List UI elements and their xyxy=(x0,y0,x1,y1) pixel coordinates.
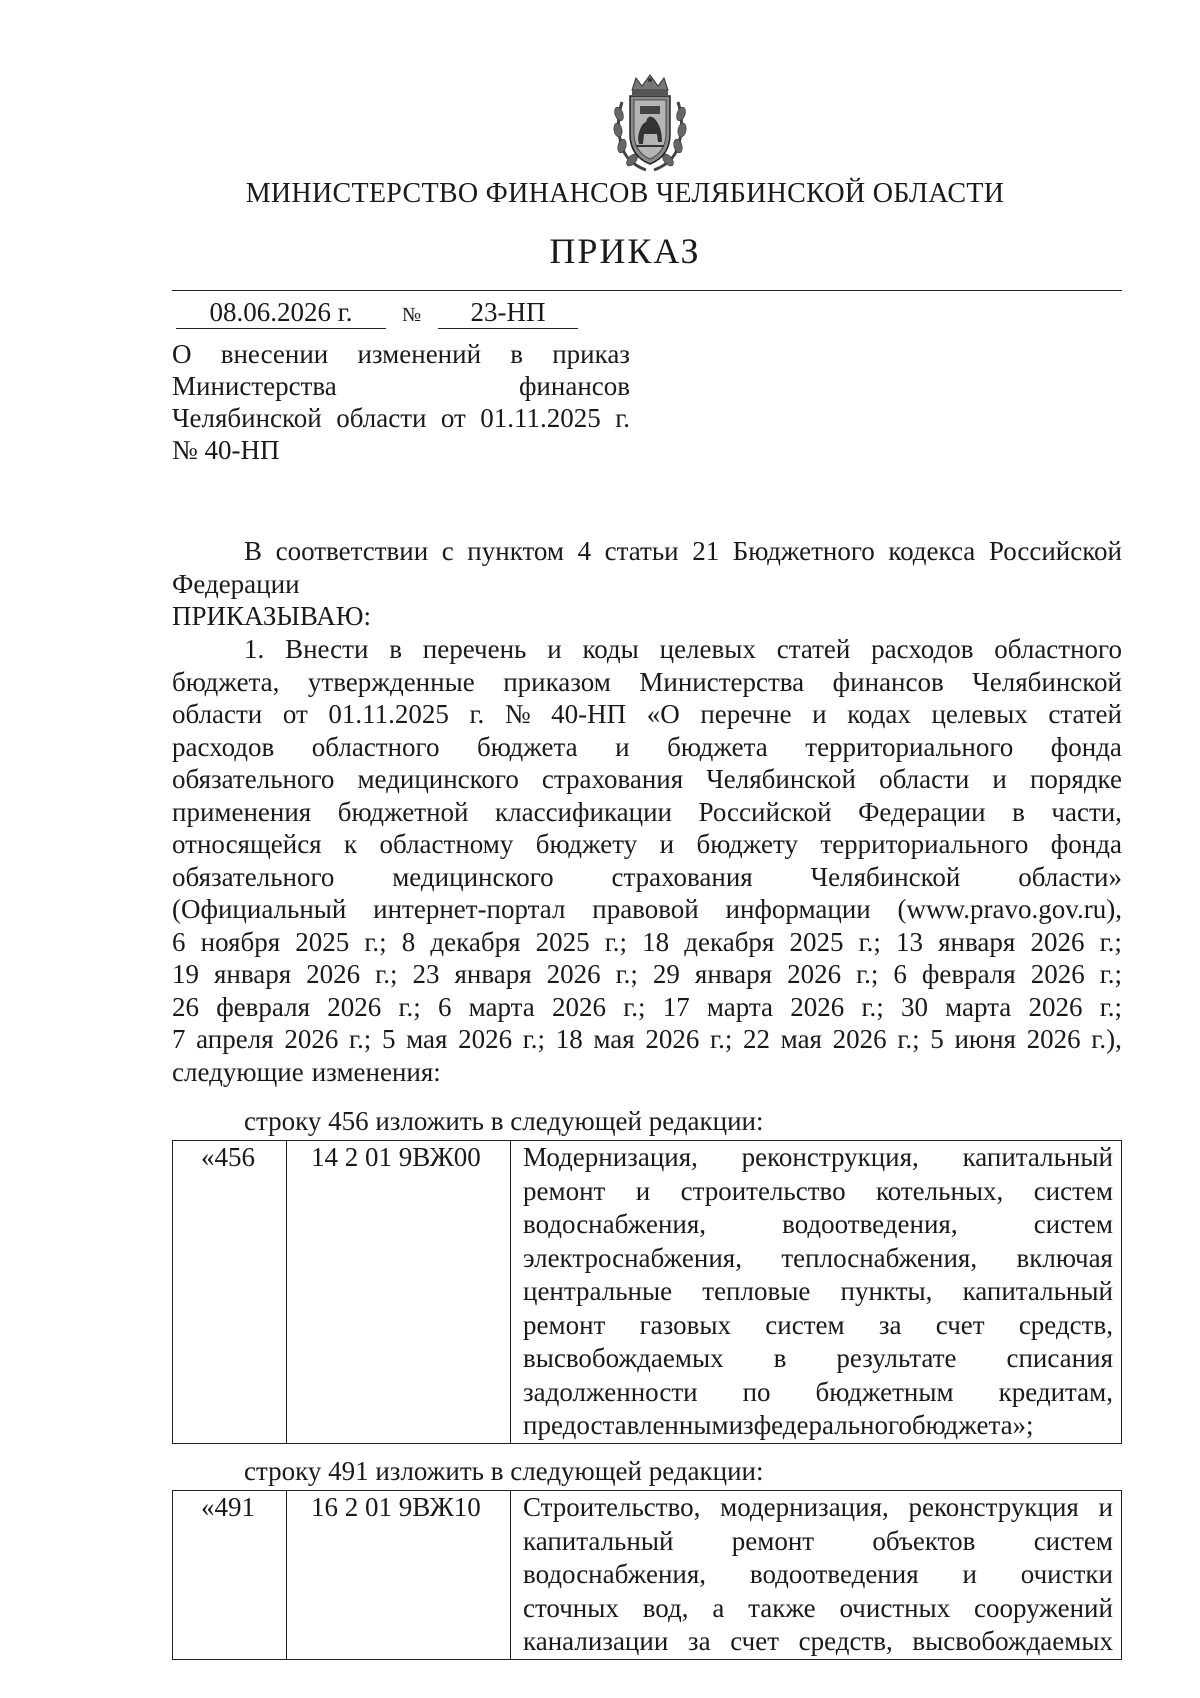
word: фонда xyxy=(1050,731,1122,762)
description-line xyxy=(523,1275,1113,1309)
word: г.; xyxy=(1099,926,1122,957)
word: марта xyxy=(468,991,535,1022)
word: строительство xyxy=(680,1175,846,1206)
word: медицинского xyxy=(357,764,519,794)
word: бюджета xyxy=(667,731,768,762)
word: систем xyxy=(1033,1175,1113,1206)
word: г.; xyxy=(861,991,884,1022)
preamble xyxy=(172,535,1122,600)
word: № xyxy=(504,699,531,729)
word: и xyxy=(992,764,1007,794)
subject-word: № 40-НП xyxy=(172,435,280,465)
coat-of-arms-icon xyxy=(610,72,690,174)
word: вод, xyxy=(642,1592,689,1623)
word: «О xyxy=(646,699,680,729)
word: г.; xyxy=(1099,991,1122,1022)
word: 29 xyxy=(652,959,680,989)
word: очистки xyxy=(1020,1559,1113,1589)
word: объектов xyxy=(872,1525,976,1556)
subject-word: от xyxy=(440,403,466,433)
word: мая xyxy=(780,1024,822,1054)
word: статей xyxy=(776,634,851,664)
word: г.; xyxy=(604,926,628,957)
word: ремонт xyxy=(523,1175,606,1206)
description-line xyxy=(523,1558,1113,1592)
word: правовой xyxy=(592,894,699,924)
row-491-label: строку 491 изложить в следующей редакции: xyxy=(244,1456,764,1486)
word: страхования xyxy=(611,861,753,892)
word: г.; xyxy=(348,1024,372,1054)
word: 2026 xyxy=(787,959,842,989)
word: финансов xyxy=(832,666,944,697)
description-line xyxy=(523,1309,1113,1343)
word: 2025 xyxy=(295,926,350,957)
description-line xyxy=(523,1175,1113,1209)
word: части, xyxy=(1051,796,1122,827)
word: с xyxy=(441,536,454,566)
subject-word: О xyxy=(172,339,192,369)
word: расходов xyxy=(172,731,275,762)
word: Министерства xyxy=(639,666,805,697)
document-type-title: ПРИКАЗ xyxy=(549,231,701,271)
subject-word: Министерства xyxy=(172,371,337,401)
word: (www.pravo.gov.ru), xyxy=(897,894,1122,924)
word: статей xyxy=(1048,699,1122,729)
table-row xyxy=(173,1491,1122,1660)
preamble-line xyxy=(172,535,1122,568)
word: 26 xyxy=(172,991,199,1022)
word: 13 xyxy=(896,926,924,957)
word: также xyxy=(748,1592,816,1623)
subject-word: изменений xyxy=(357,339,482,369)
word: апреля xyxy=(196,1024,274,1054)
word: г.; xyxy=(897,1024,920,1054)
word: области xyxy=(172,699,263,729)
word: г.; xyxy=(364,926,387,957)
word: центральные xyxy=(523,1276,673,1306)
word: бюджету xyxy=(696,829,798,859)
word: страхования xyxy=(541,764,684,794)
word: 18 xyxy=(642,926,670,957)
word: 1. xyxy=(244,634,265,664)
word: и xyxy=(547,634,562,664)
ministry-name: МИНИСТЕРСТВО ФИНАНСОВ ЧЕЛЯБИНСКОЙ ОБЛАСТИ xyxy=(245,178,1005,209)
word: 21 xyxy=(692,536,720,566)
word: фонда xyxy=(1050,829,1122,859)
word: от xyxy=(282,699,308,729)
word: включая xyxy=(1016,1242,1113,1273)
subject-line xyxy=(172,434,630,466)
word: капитальный xyxy=(523,1525,674,1556)
word: капитальный xyxy=(962,1142,1113,1172)
word: пунктом xyxy=(467,536,564,566)
word: 18 xyxy=(555,1024,583,1054)
word: февраля xyxy=(216,991,311,1022)
word: 2026 xyxy=(552,991,606,1022)
word: статьи xyxy=(604,536,679,566)
word: Федерации xyxy=(172,568,300,599)
item-1-line xyxy=(172,698,1122,731)
word: 01.11.2025 xyxy=(328,699,449,729)
word: применения xyxy=(172,796,312,827)
word: информации xyxy=(725,894,871,924)
word: реконструкция, xyxy=(741,1142,919,1172)
word: электроснабжения, xyxy=(523,1242,742,1273)
description-cell xyxy=(511,1141,1122,1444)
target-code-cell: 14 2 01 9ВЖ00 xyxy=(287,1141,511,1444)
word: 2026 xyxy=(645,1024,700,1054)
word: утвержденные xyxy=(307,666,475,697)
word: Челябинской xyxy=(972,666,1122,697)
word: канализации xyxy=(523,1626,669,1656)
word: бюджета, xyxy=(172,666,280,697)
word: В xyxy=(244,536,263,566)
subject-line xyxy=(172,402,630,434)
word: систем xyxy=(1033,1209,1113,1239)
word: Бюджетного xyxy=(732,536,875,566)
word: очистных xyxy=(839,1592,951,1623)
word: медицинского xyxy=(392,861,554,892)
word: из xyxy=(728,1410,754,1440)
item-1-line xyxy=(172,666,1122,699)
word: 8 xyxy=(401,926,416,957)
word: июня xyxy=(954,1024,1016,1054)
word: и xyxy=(635,1175,651,1206)
word: в xyxy=(1012,796,1025,827)
word: средств, xyxy=(798,1626,893,1656)
word: февраля xyxy=(921,959,1016,989)
description-line xyxy=(523,1376,1113,1410)
word: 2026 xyxy=(790,991,845,1022)
word: реконструкция xyxy=(908,1492,1079,1522)
word: систем xyxy=(1033,1525,1113,1556)
word: мая xyxy=(406,1024,448,1054)
word: бюджетной xyxy=(337,796,469,827)
word: г.; xyxy=(710,1024,733,1054)
word: коды xyxy=(582,634,639,664)
word: области» xyxy=(1018,861,1122,892)
word: 5 xyxy=(381,1024,396,1054)
word: и xyxy=(1098,1492,1113,1522)
word: 22 xyxy=(743,1024,770,1054)
word: 7 xyxy=(172,1024,186,1054)
word: модернизация, xyxy=(720,1492,889,1522)
word: 2025 xyxy=(789,926,844,957)
word: января xyxy=(938,926,1016,957)
word: в xyxy=(773,1343,787,1373)
subject-word: приказ xyxy=(552,339,630,369)
word: 2026 xyxy=(1030,926,1085,957)
word: января xyxy=(694,959,773,989)
subject-line xyxy=(172,338,630,370)
subject-word: Челябинской xyxy=(172,403,322,433)
item-1-line xyxy=(172,796,1122,829)
word: средств, xyxy=(1018,1309,1113,1340)
word: областного xyxy=(311,731,440,762)
word: 23 xyxy=(412,959,440,989)
word: 6 xyxy=(437,991,452,1022)
description-line xyxy=(523,1625,1113,1659)
word: 4 xyxy=(577,536,592,566)
word: высвобождаемых xyxy=(523,1343,724,1373)
description-line xyxy=(523,1491,1113,1525)
word: г.; xyxy=(522,1024,546,1054)
word: классификации xyxy=(495,796,672,827)
word: 2026 xyxy=(306,959,361,989)
word: водоснабжения, xyxy=(523,1559,707,1589)
word: к xyxy=(344,829,358,859)
word: по xyxy=(742,1376,771,1407)
word: Внести xyxy=(285,634,369,664)
word: 5 xyxy=(930,1024,944,1054)
item-1-line xyxy=(172,828,1122,861)
word: в xyxy=(389,634,402,664)
order-number: 23-НП xyxy=(438,296,578,329)
word: ноября xyxy=(200,926,281,957)
word: кодекса xyxy=(888,536,976,566)
word: 2025 xyxy=(535,926,590,957)
word: и xyxy=(812,699,827,729)
word: г. xyxy=(469,699,485,729)
item-1-line xyxy=(172,1023,1122,1056)
word: г.; xyxy=(398,991,421,1022)
number-sign: № xyxy=(402,304,422,326)
row-number-cell: «491 xyxy=(173,1491,287,1660)
word: Строительство, xyxy=(523,1492,701,1522)
word: газовых xyxy=(639,1309,732,1340)
word: января xyxy=(214,959,292,989)
word: расходов xyxy=(871,634,974,664)
word: 2026 xyxy=(1028,991,1083,1022)
word: счет xyxy=(730,1626,780,1656)
item-1-line xyxy=(172,861,1122,894)
target-code-cell: 16 2 01 9ВЖ10 xyxy=(287,1491,511,1660)
word: мая xyxy=(593,1024,635,1054)
description-line xyxy=(523,1141,1113,1175)
word: декабря xyxy=(684,926,775,957)
word: Российской xyxy=(698,796,832,827)
description-line xyxy=(523,1409,1113,1443)
word: кредитам, xyxy=(998,1376,1113,1407)
subject-word: в xyxy=(510,339,523,369)
word: 40-НП xyxy=(551,699,627,729)
word: 2026 xyxy=(327,991,382,1022)
word: бюджету xyxy=(535,829,638,859)
description-line xyxy=(523,1208,1113,1242)
word: за xyxy=(687,1626,711,1656)
word: соответствии xyxy=(275,536,429,566)
preamble-line xyxy=(172,568,1122,601)
word: 6 xyxy=(172,926,186,957)
item-1-line xyxy=(172,1056,1122,1089)
word: бюджета»; xyxy=(911,1410,1034,1440)
description-line xyxy=(523,1342,1113,1376)
word: капитальный xyxy=(962,1276,1113,1306)
item-1-line xyxy=(172,763,1122,796)
word: декабря xyxy=(430,926,521,957)
word: г.; xyxy=(858,926,881,957)
word: Модернизация, xyxy=(523,1142,698,1172)
item-1-text xyxy=(172,633,1122,1088)
word: перечень xyxy=(422,634,527,664)
item-1-line xyxy=(172,633,1122,666)
subject-word: 01.11.2025 xyxy=(480,403,601,433)
word: а xyxy=(712,1592,725,1623)
word: федерального xyxy=(753,1410,912,1440)
word: марта xyxy=(945,991,1012,1022)
word: приказом xyxy=(503,666,611,697)
word: г.; xyxy=(856,959,879,989)
word: кодах xyxy=(847,699,911,729)
word: Челябинской xyxy=(810,861,961,892)
word: 2026 xyxy=(458,1024,513,1054)
word: и xyxy=(659,829,675,859)
word: области xyxy=(879,764,970,794)
word: высвобождаемых xyxy=(912,1626,1113,1656)
word: и xyxy=(615,731,630,762)
word: ремонт xyxy=(731,1525,815,1556)
word: счет xyxy=(935,1309,985,1340)
word: списания xyxy=(1006,1343,1113,1373)
item-1-line xyxy=(172,958,1122,991)
word: результате xyxy=(836,1343,957,1373)
word: целевых xyxy=(659,634,756,664)
word: порядке xyxy=(1029,764,1122,794)
subject-word: внесении xyxy=(220,339,329,369)
word: предоставленным xyxy=(523,1410,729,1440)
word: областного xyxy=(994,634,1122,664)
word: Федерации xyxy=(858,796,986,827)
word: Российской xyxy=(988,536,1122,566)
word: 17 xyxy=(662,991,690,1022)
word: водоснабжения, xyxy=(523,1209,707,1239)
word: интернет-портал xyxy=(373,894,566,924)
row-491-table xyxy=(172,1490,1122,1660)
word: г.; xyxy=(615,959,638,989)
word: водоотведения xyxy=(749,1559,919,1589)
word: областному xyxy=(379,829,514,859)
word: территориального xyxy=(820,829,1029,859)
word: котельных, xyxy=(875,1175,1004,1206)
word: 30 xyxy=(900,991,928,1022)
word: территориального xyxy=(805,731,1014,762)
word: изменения: xyxy=(311,1056,441,1087)
header-divider xyxy=(172,290,1122,291)
word: бюджетным xyxy=(815,1376,954,1407)
item-1-line xyxy=(172,926,1122,959)
word: марта xyxy=(706,991,774,1022)
description-line xyxy=(523,1592,1113,1626)
word: задолженности xyxy=(523,1376,698,1407)
word: ремонт xyxy=(523,1309,606,1340)
word: водоотведения, xyxy=(782,1209,958,1239)
word: пункты, xyxy=(840,1276,933,1306)
word: и xyxy=(962,1559,977,1589)
word: бюджета xyxy=(476,731,578,762)
word: января xyxy=(454,959,532,989)
order-subject xyxy=(172,338,630,466)
word: относящейся xyxy=(172,829,322,859)
word: тепловые xyxy=(702,1276,811,1306)
row-number-cell: «456 xyxy=(173,1141,287,1444)
word: обязательного xyxy=(172,764,335,794)
word: сточных xyxy=(523,1592,619,1623)
word: 2026 xyxy=(1026,1024,1081,1054)
word: сооружений xyxy=(974,1592,1113,1623)
word: 2026 xyxy=(1030,959,1085,989)
order-date: 08.06.2026 г. xyxy=(176,296,386,329)
word: 19 xyxy=(172,959,199,989)
word: следующие xyxy=(172,1056,304,1087)
word: (Официальный xyxy=(172,894,347,924)
orders-word: ПРИКАЗЫВАЮ: xyxy=(172,601,371,631)
description-line xyxy=(523,1242,1113,1276)
row-456-label: строку 456 изложить в следующей редакции: xyxy=(244,1106,764,1136)
item-1-line xyxy=(172,731,1122,764)
word: г.), xyxy=(1091,1024,1122,1054)
item-1-line xyxy=(172,893,1122,926)
word: г.; xyxy=(1099,959,1122,989)
word: за xyxy=(878,1309,902,1340)
word: г.; xyxy=(375,959,398,989)
item-1-line xyxy=(172,991,1122,1024)
table-row xyxy=(173,1141,1122,1444)
subject-word: области xyxy=(336,403,427,433)
word: 2026 xyxy=(284,1024,339,1054)
word: 2026 xyxy=(832,1024,887,1054)
subject-word: финансов xyxy=(518,371,630,401)
word: г.; xyxy=(623,991,646,1022)
subject-word: г. xyxy=(615,403,630,433)
word: теплоснабжения, xyxy=(781,1242,978,1273)
row-456-table xyxy=(172,1140,1122,1444)
word: 2026 xyxy=(546,959,601,989)
word: 6 xyxy=(893,959,907,989)
description-line xyxy=(523,1525,1113,1559)
word: перечне xyxy=(700,699,792,729)
word: обязательного xyxy=(172,861,335,892)
word: систем xyxy=(765,1309,845,1340)
subject-line xyxy=(172,370,630,402)
description-cell xyxy=(511,1491,1122,1660)
word: Челябинской xyxy=(706,764,856,794)
word: целевых xyxy=(931,699,1028,729)
